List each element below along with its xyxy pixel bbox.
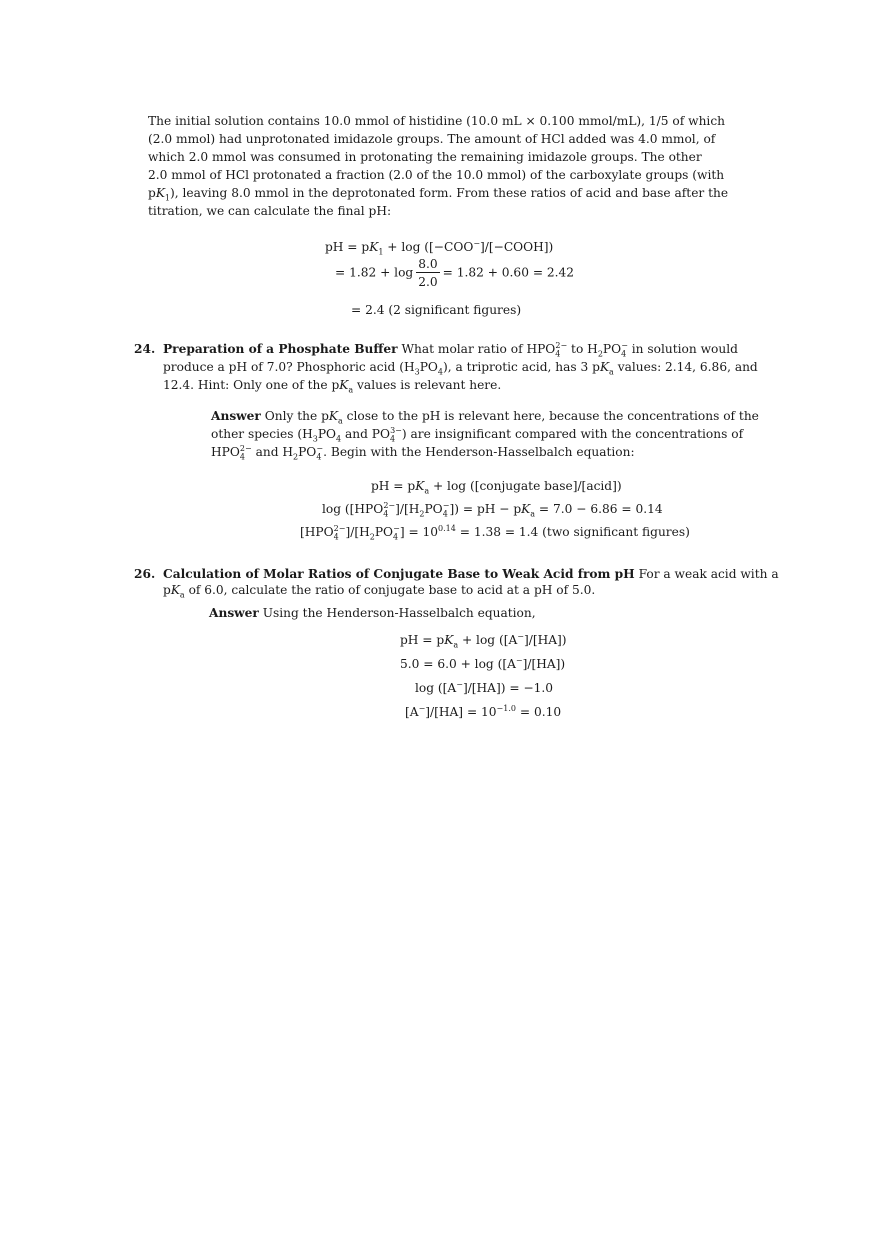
question-26-line-2: $pK_a$ of 6.0, calculate the ratio of conjugate base to acid at a pH of 5.0. — [163, 583, 596, 600]
answer-label: Answer — [211, 409, 261, 423]
question-26-number: 26. — [134, 567, 156, 581]
answer-24-line-3: $HPO_4^{2-}$ and $H_2PO_4^-$. Begin with the Henderson-Hasselbalch equation: — [211, 443, 635, 462]
answer-26-line-1: Answer Using the Henderson-Hasselbalch equation, — [209, 606, 536, 620]
question-24-title: Preparation of a Phosphate Buffer — [163, 342, 398, 356]
answer-24-line-1: Answer Only the $pK_a$ close to the pH is relevant here, because the concentrations of the — [211, 409, 759, 426]
equation-1-line-1: pH = $pK_1 + \log$ ([−COO−]/[−COOH]) — [325, 238, 554, 257]
para1-line-6: titration, we can calculate the final pH: — [148, 204, 392, 218]
equation-26-line-3: log ([A−]/[HA]) = −1.0 — [415, 679, 554, 695]
question-26-line-1: Calculation of Molar Ratios of Conjugate Base to Weak Acid from pH For a weak acid with a — [163, 567, 779, 581]
equation-26-line-2: 5.0 = 6.0 + log ([A−]/[HA]) — [400, 655, 566, 671]
para1-line-2: (2.0 mmol) had unprotonated imidazole groups. The amount of HCl added was 4.0 mmol, of — [148, 132, 716, 146]
question-24-line-1: Preparation of a Phosphate Buffer What molar ratio of $HPO_4^{2-}$ to $H_2PO_4^-$ in solution would — [163, 340, 738, 359]
question-24-line-2: produce a pH of 7.0? Phosphoric acid $(H_3PO_4)$, a triprotic acid, has 3 $pK_a$ values: 2.14, 6.86, and — [163, 360, 758, 377]
fraction: $\frac{8.0}{2.0}$ — [418, 257, 438, 290]
question-26-title: Calculation of Molar Ratios of Conjugate Base to Weak Acid from pH — [163, 567, 635, 581]
equation-24-line-2: $\log ([HPO_4^{2-}]/[H_2PO_4^-])$ = pH − $pK_a = 7.0 - 6.86 = 0.14$ — [322, 500, 663, 519]
answer-label: Answer — [209, 606, 259, 620]
para1-line-5: $pK_1$), leaving 8.0 mmol in the deprotonated form. From these ratios of acid and base after the — [148, 186, 729, 203]
equation-24-line-1: pH = $pK_a + \log$ ([conjugate base]/[acid]) — [371, 479, 622, 496]
para1-line-1: The initial solution contains 10.0 mmol of histidine (10.0 mL × 0.100 mmol/mL), 1/5 of which — [148, 114, 725, 128]
equation-24-line-3: $[HPO_4^{2-}]/[H_2PO_4^-] = 10^{0.14} = 1.38 = 1.4$ (two significant figures) — [300, 523, 690, 542]
question-24-line-3: 12.4. Hint: Only one of the $pK_a$ values is relevant here. — [163, 378, 502, 395]
para1-line-3: which 2.0 mmol was consumed in protonating the remaining imidazole groups. The other — [148, 150, 702, 164]
answer-24-line-2: other species ($H_3PO_4$ and $PO_4^{3-}$) are insignificant compared with the concentrations of — [211, 425, 744, 444]
question-24-number: 24. — [134, 342, 156, 356]
equation-26-line-4: $[A^-]/[HA] = 10^{-1.0} = 0.10$ — [405, 703, 562, 719]
equation-1-line-2: = 1.82 + log $\frac{8.0}{2.0}$ = 1.82 + 0.60 = 2.42 — [335, 257, 575, 290]
para1-line-4: 2.0 mmol of HCl protonated a fraction (2.0 of the 10.0 mmol) of the carboxylate groups (with — [148, 168, 725, 182]
equation-1-line-3: = 2.4 (2 significant figures) — [351, 303, 522, 317]
equation-26-line-1: pH = $pK_a + \log ([A^-]/[HA])$ — [400, 631, 567, 650]
